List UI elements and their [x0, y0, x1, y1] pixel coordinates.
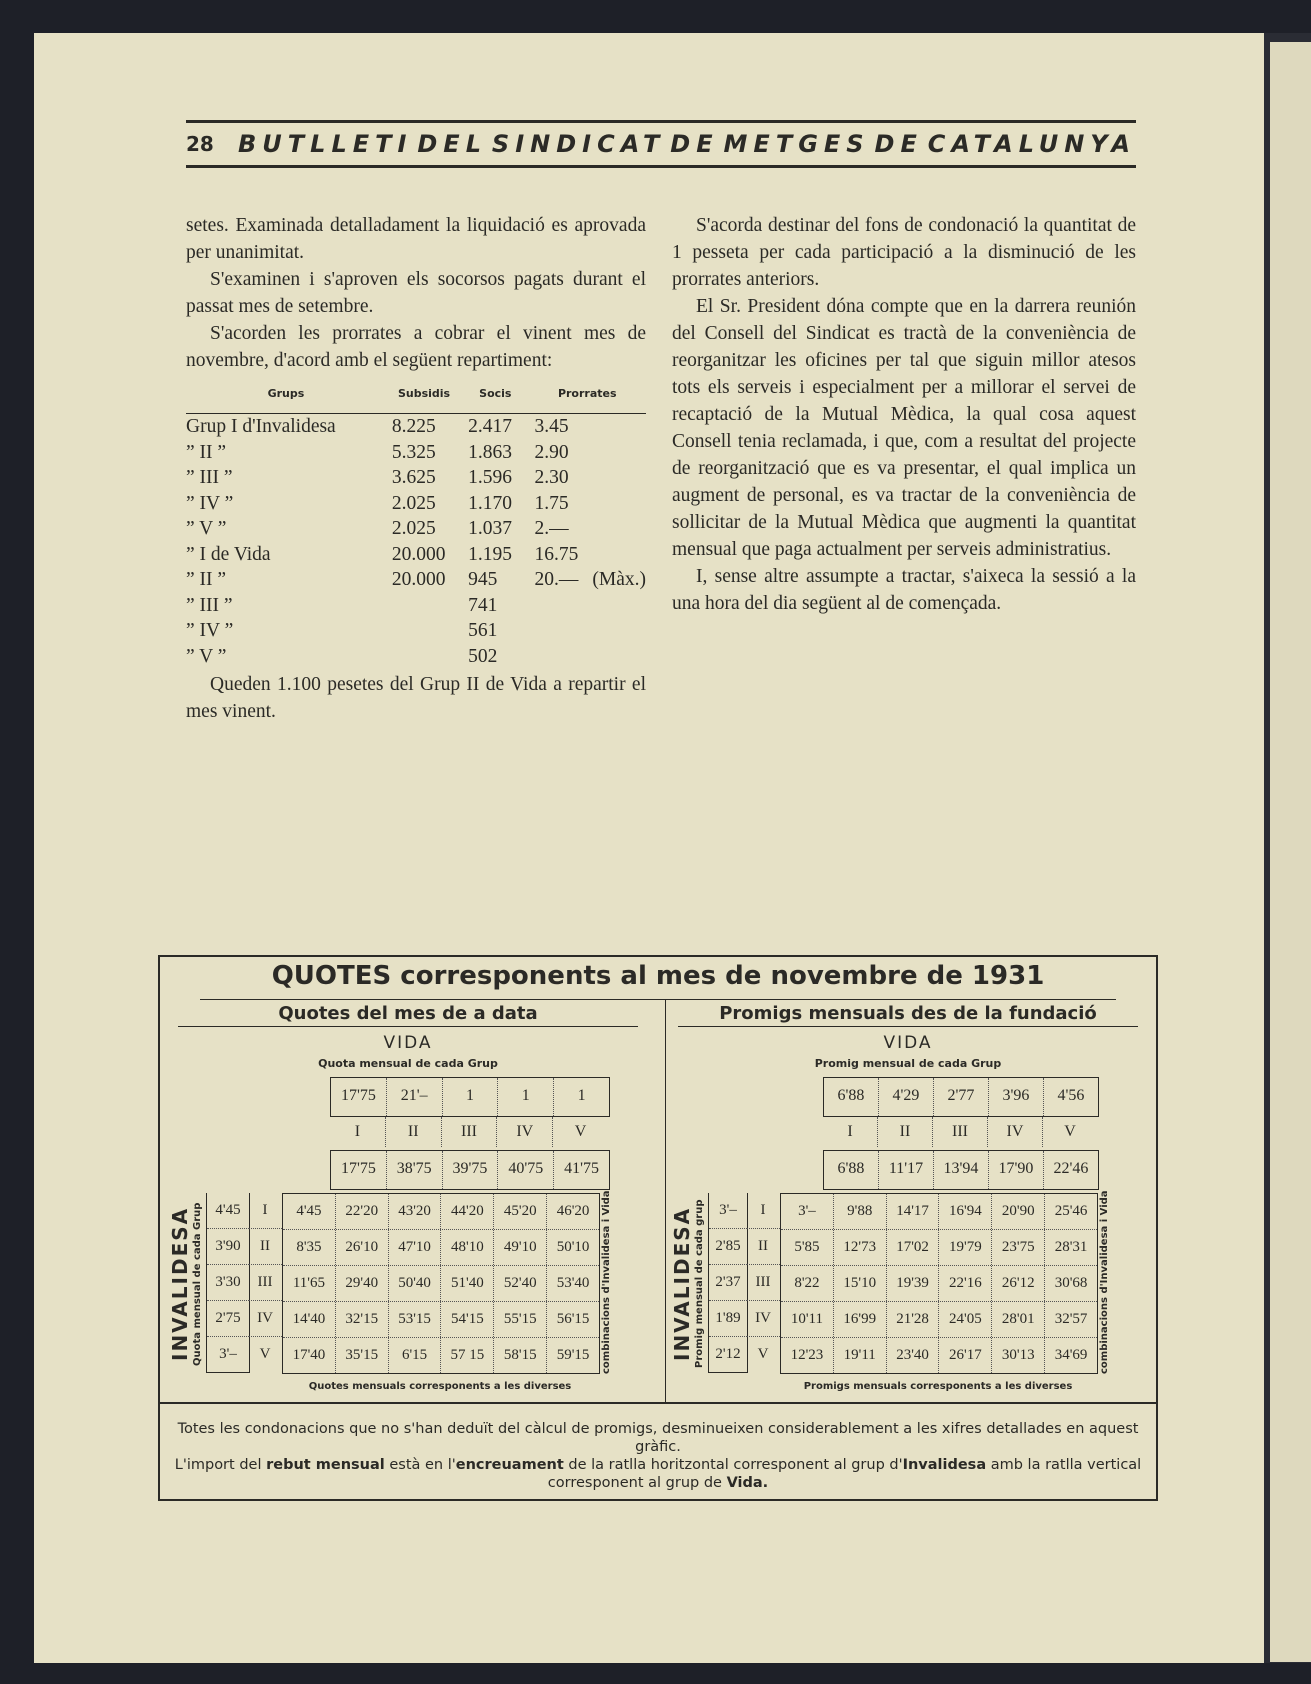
panel-divider [665, 1000, 666, 1404]
matrix-row [283, 1338, 599, 1373]
vida-total-cell: 11'17 [879, 1151, 934, 1189]
invalidesa-group-label: IV [248, 1301, 282, 1337]
invalidesa-group-label: II [248, 1229, 282, 1265]
prorrates-cell [528, 618, 646, 644]
invalidesa-quota-cell: 1'89 [709, 1301, 747, 1337]
prorrates-cell [528, 440, 646, 466]
socis-cell: 741 [468, 594, 498, 616]
invalidesa-label: INVALIDESA [670, 1206, 694, 1362]
matrix-cell: 58'15 [494, 1338, 547, 1373]
paragraph: setes. Examinada detalladament la liquidació es aprovada per unanimitat. [186, 215, 646, 263]
title-word: DEL [417, 130, 487, 158]
subsidis-cell: 20.000 [391, 569, 446, 590]
subsidis-cell: 8.225 [391, 416, 436, 437]
group-cell: Grup I d'Invalidesa [186, 416, 336, 437]
prorrates-cell [528, 644, 646, 670]
matrix-cell: 49'10 [494, 1230, 547, 1265]
matrix-cell: 26'12 [992, 1266, 1045, 1301]
column-header: Subsidis [386, 376, 462, 414]
table-row [186, 644, 646, 670]
panel-subtitle: Quotes del mes de a data [278, 1003, 538, 1024]
matrix-cell: 54'15 [441, 1302, 494, 1337]
footnote-text: està en l' [384, 1457, 456, 1473]
socis-cell: 1.863 [468, 441, 513, 463]
matrix-row [781, 1338, 1097, 1373]
matrix-cell: 30'13 [992, 1338, 1045, 1373]
vida-subheading: Quota mensual de cada Grup [318, 1057, 498, 1070]
footnote-bold: Invalidesa [902, 1457, 987, 1473]
invalidesa-quota-column [708, 1193, 748, 1373]
matrix-cell: 48'10 [441, 1230, 494, 1265]
combination-matrix [780, 1193, 1098, 1374]
matrix-cell: 32'57 [1054, 1311, 1088, 1327]
vida-subheading: Promig mensual de cada Grup [814, 1057, 1002, 1070]
matrix-cell: 22'16 [939, 1266, 992, 1301]
matrix-cell: 16'99 [834, 1302, 887, 1337]
vida-quota-row [330, 1077, 610, 1117]
invalidesa-quota-cell: 3'30 [207, 1265, 249, 1301]
combinations-bottom-note: Promigs mensuals corresponents a les diverses [803, 1381, 1073, 1392]
subtitle-rule [178, 1026, 638, 1027]
socis-cell: 502 [468, 645, 498, 667]
invalidesa-group-label: V [259, 1346, 271, 1362]
journal-title [238, 130, 1136, 158]
group-cell: ” II ” [186, 569, 227, 590]
vida-heading: VIDA [383, 1033, 433, 1053]
matrix-cell: 23'75 [992, 1230, 1045, 1265]
table-row [186, 593, 646, 619]
socis-cell: 1.596 [468, 467, 513, 488]
invalidesa-quota-cell: 2'12 [715, 1346, 741, 1362]
subsidis-cell: 3.625 [391, 467, 436, 488]
vida-quota-cell: 4'56 [1057, 1087, 1085, 1104]
matrix-row [781, 1302, 1097, 1338]
table-row [186, 567, 646, 593]
prorrates-cell [528, 414, 646, 440]
prorrates-note: (Màx.) [592, 569, 646, 590]
subsidis-cell: 2.025 [391, 492, 436, 514]
group-cell: ” IV ” [186, 492, 234, 514]
matrix-cell: 6'15 [389, 1338, 442, 1373]
prorrates-cell [528, 593, 646, 619]
prorrates-cell [528, 567, 646, 593]
vida-group-label: II [386, 1117, 442, 1147]
paragraph: S'acorda destinar del fons de condonació la quantitat de 1 pesseta per cada participació a la disminució de les prorrates anteriors. [672, 215, 1136, 290]
matrix-cell: 32'15 [336, 1302, 389, 1337]
matrix-cell: 14'17 [887, 1194, 940, 1229]
prorrates-value: 16.75 [534, 543, 579, 565]
invalidesa-quota-column [206, 1193, 250, 1373]
matrix-cell: 20'90 [992, 1194, 1045, 1229]
vida-total-cell: 13'94 [934, 1151, 989, 1189]
column-header: Grups [186, 376, 386, 414]
matrix-cell: 26'17 [939, 1338, 992, 1373]
matrix-cell: 59'15 [556, 1347, 590, 1363]
vida-quota-cell: 6'88 [824, 1078, 879, 1116]
prorrates-value: 20.— [534, 569, 579, 590]
title-word: SINDICAT [491, 130, 666, 158]
socis-cell: 945 [468, 569, 498, 590]
prorrates-cell [528, 516, 646, 542]
prorrates-cell [528, 491, 646, 517]
matrix-cell: 56'15 [556, 1311, 590, 1327]
column-header: Socis [462, 376, 528, 414]
invalidesa-group-column [248, 1193, 282, 1372]
vida-total-cell: 41'75 [564, 1160, 600, 1177]
invalidesa-group-label: II [746, 1229, 780, 1265]
matrix-cell: 12'73 [834, 1230, 887, 1265]
matrix-cell: 11'65 [283, 1266, 336, 1301]
vida-quota-cell: 1 [498, 1078, 554, 1116]
table-row [186, 465, 646, 491]
footnote-bold: encreuament [455, 1457, 564, 1473]
table-row [186, 516, 646, 542]
matrix-cell: 19'79 [939, 1230, 992, 1265]
matrix-cell: 53'15 [389, 1302, 442, 1337]
title-word: BUTLLETI [238, 130, 413, 158]
matrix-cell: 10'11 [781, 1302, 834, 1337]
matrix-cell: 21'28 [887, 1302, 940, 1337]
matrix-cell: 44'20 [441, 1194, 494, 1229]
invalidesa-quota-cell: 3'90 [207, 1229, 249, 1265]
vida-group-row [823, 1117, 1097, 1147]
vida-quota-cell: 1 [443, 1078, 499, 1116]
invalidesa-group-label: I [248, 1193, 282, 1229]
matrix-cell: 43'20 [389, 1194, 442, 1229]
matrix-cell: 45'20 [494, 1194, 547, 1229]
matrix-cell: 17'02 [887, 1230, 940, 1265]
matrix-cell: 14'40 [283, 1302, 336, 1337]
matrix-row [781, 1230, 1097, 1266]
prorrates-cell [528, 465, 646, 491]
combinations-side-note: combinacions d'Invalidesa i Vida [1099, 1190, 1110, 1374]
subtitle-rule [678, 1026, 1138, 1027]
matrix-cell: 46'20 [556, 1203, 590, 1219]
title-word: METGES [723, 130, 870, 158]
matrix-cell: 4'45 [283, 1194, 336, 1229]
socis-cell: 561 [468, 620, 498, 641]
paragraph: El Sr. President dóna compte que en la darrera reunión del Consell del Sindicat es tractà de la conveniència de reorganitzar les oficines per tal que siguin millor atesos tots els serveis i especialment per a millorar el servei de recaptació de la Mutual Mèdica, la qual cosa aquest Consell tenia reclamada, i que, com a resultat del projecte de reorganització que es va presentar, el qual implica un augment de personal, es va tractar de la conveniència de sollicitar de la Mutual Mèdica que augmenti la quantitat mensual que paga actualment per serveis administratius. [672, 296, 1136, 560]
matrix-cell: 19'39 [887, 1266, 940, 1301]
table-row [186, 414, 646, 440]
vida-total-row [330, 1150, 610, 1190]
footnote-bold: rebut mensual [266, 1457, 385, 1473]
footnote-text: L'import del [174, 1457, 267, 1473]
matrix-cell: 5'85 [781, 1230, 834, 1265]
vida-quota-cell: 21'– [387, 1078, 443, 1116]
matrix-cell: 53'40 [556, 1275, 590, 1291]
vida-group-label: III [933, 1117, 988, 1147]
footnote-text: amb la ratlla vertical corresponent al grup de [547, 1457, 1142, 1491]
group-cell: ” V ” [186, 518, 227, 539]
invalidesa-group-label: IV [746, 1301, 780, 1337]
subsidis-cell [386, 644, 462, 670]
matrix-row [781, 1194, 1097, 1230]
table-row [186, 542, 646, 568]
footnote-1: Totes les condonacions que no s'han deduït del càlcul de promigs, desminueixen considerablement a les xifres detallades en aquest gràfic. [177, 1421, 1139, 1455]
invalidesa-group-label: III [746, 1265, 780, 1301]
matrix-row [283, 1302, 599, 1338]
vida-quota-cell: 2'77 [934, 1078, 989, 1116]
combination-matrix [282, 1193, 600, 1374]
matrix-cell: 9'88 [834, 1194, 887, 1229]
matrix-cell: 30'68 [1054, 1275, 1088, 1291]
title-word: DE [874, 130, 923, 158]
vida-quota-cell: 1 [577, 1087, 586, 1104]
vida-total-cell: 22'46 [1053, 1160, 1089, 1177]
vida-quota-cell: 3'96 [989, 1078, 1044, 1116]
socis-cell: 1.170 [468, 492, 513, 514]
matrix-cell: 12'23 [781, 1338, 834, 1373]
group-cell: ” III ” [186, 467, 233, 488]
vida-total-row [823, 1150, 1099, 1190]
subsidis-cell [386, 593, 462, 619]
matrix-cell: 16'94 [939, 1194, 992, 1229]
invalidesa-sublabel: Quota mensual de cada Grup [192, 1202, 203, 1366]
matrix-cell: 50'40 [389, 1266, 442, 1301]
prorrates-cell [528, 542, 646, 568]
matrix-cell: 29'40 [336, 1266, 389, 1301]
prorrates-value: 2.— [534, 518, 569, 539]
vida-group-label: II [878, 1117, 933, 1147]
prorrates-value: 3.45 [534, 416, 569, 437]
invalidesa-group-label: V [757, 1346, 769, 1362]
vida-quota-row [823, 1077, 1099, 1117]
footnote-2 [170, 1456, 1146, 1492]
paragraph: S'examinen i s'aproven els socorsos pagats durant el passat mes de setembre. [186, 269, 646, 317]
quotes-chart-box [158, 955, 1158, 1501]
header-rule-bottom [186, 165, 1136, 168]
invalidesa-quota-cell: 2'37 [709, 1265, 747, 1301]
subsidis-cell: 20.000 [391, 543, 446, 565]
prorrates-value: 2.30 [534, 467, 569, 488]
invalidesa-quota-cell: 2'75 [207, 1301, 249, 1337]
invalidesa-group-column [746, 1193, 780, 1372]
footnote-text: de la ratlla horitzontal corresponent al grup d' [563, 1457, 903, 1473]
socis-cell: 2.417 [468, 416, 513, 437]
matrix-cell: 50'10 [556, 1239, 590, 1255]
group-cell: ” II ” [186, 441, 227, 463]
title-rule [200, 999, 1116, 1000]
matrix-cell: 3'– [781, 1194, 834, 1229]
matrix-cell: 28'31 [1054, 1239, 1088, 1255]
vida-group-label: IV [988, 1117, 1043, 1147]
invalidesa-quota-cell: 2'85 [709, 1229, 747, 1265]
vida-group-label: III [442, 1117, 498, 1147]
prorrates-value: 2.90 [534, 441, 569, 463]
invalidesa-quota-cell: 3'– [709, 1193, 747, 1229]
group-cell: ” I de Vida [186, 543, 271, 565]
title-word: CATALUNYA [927, 130, 1136, 158]
matrix-cell: 8'22 [781, 1266, 834, 1301]
vida-total-cell: 40'75 [498, 1151, 554, 1189]
invalidesa-label: INVALIDESA [168, 1206, 192, 1362]
running-header [186, 120, 1136, 168]
matrix-cell: 55'15 [494, 1302, 547, 1337]
left-column [186, 212, 646, 725]
paragraph: Queden 1.100 pesetes del Grup II de Vida a repartir el mes vinent. [186, 674, 646, 722]
subsidis-cell: 5.325 [391, 441, 436, 463]
matrix-cell: 25'46 [1054, 1203, 1088, 1219]
column-header: Prorrates [528, 376, 646, 414]
group-cell: ” III ” [186, 594, 233, 616]
title-word: DE [670, 130, 719, 158]
next-page-edge [1270, 42, 1311, 1662]
paragraph: I, sense altre assumpte a tractar, s'aixeca la sessió a la una hora del dia següent al de començada. [672, 566, 1136, 614]
invalidesa-sublabel: Promig mensual de cada grup [694, 1199, 705, 1369]
group-cell: ” V ” [186, 645, 227, 667]
right-column [672, 212, 1136, 617]
page-number: 28 [186, 132, 214, 156]
matrix-cell: 57 15 [441, 1338, 494, 1373]
prorrates-table [186, 376, 646, 669]
matrix-cell: 24'05 [939, 1302, 992, 1337]
footnote-bold: Vida. [726, 1475, 769, 1491]
vida-group-label: I [330, 1117, 386, 1147]
matrix-cell: 51'40 [441, 1266, 494, 1301]
matrix-cell: 15'10 [834, 1266, 887, 1301]
vida-heading: VIDA [883, 1033, 933, 1053]
vida-total-cell: 39'75 [443, 1151, 499, 1189]
vida-quota-cell: 4'29 [879, 1078, 934, 1116]
invalidesa-quota-cell: 4'45 [207, 1193, 249, 1229]
vida-total-cell: 6'88 [824, 1151, 879, 1189]
matrix-cell: 26'10 [336, 1230, 389, 1265]
matrix-row [283, 1230, 599, 1266]
socis-cell: 1.037 [468, 518, 513, 539]
matrix-cell: 23'40 [887, 1338, 940, 1373]
subsidis-cell: 2.025 [391, 518, 436, 539]
table-row [186, 440, 646, 466]
invalidesa-group-label: III [248, 1265, 282, 1301]
matrix-cell: 35'15 [336, 1338, 389, 1373]
invalidesa-quota-cell: 3'– [219, 1346, 237, 1362]
matrix-cell: 28'01 [992, 1302, 1045, 1337]
table-row [186, 618, 646, 644]
quotes-title: QUOTES corresponents al mes de novembre de 1931 [271, 961, 1045, 991]
footnote-rule [160, 1402, 1156, 1404]
vida-total-cell: 17'75 [331, 1151, 387, 1189]
combinations-bottom-note: Quotes mensuals corresponents a les diverses [308, 1381, 572, 1392]
matrix-cell: 19'11 [834, 1338, 887, 1373]
matrix-cell: 8'35 [283, 1230, 336, 1265]
invalidesa-group-label: I [746, 1193, 780, 1229]
vida-group-label: I [823, 1117, 878, 1147]
table-row [186, 491, 646, 517]
paragraph: S'acorden les prorrates a cobrar el vinent mes de novembre, d'acord amb el següent repartiment: [186, 323, 646, 371]
matrix-row [781, 1266, 1097, 1302]
matrix-cell: 17'40 [283, 1338, 336, 1373]
group-cell: ” IV ” [186, 620, 234, 641]
matrix-cell: 34'69 [1054, 1347, 1088, 1363]
matrix-cell: 47'10 [389, 1230, 442, 1265]
matrix-cell: 22'20 [336, 1194, 389, 1229]
matrix-row [283, 1266, 599, 1302]
vida-group-label: V [574, 1123, 587, 1140]
vida-quota-cell: 17'75 [331, 1078, 387, 1116]
matrix-cell: 52'40 [494, 1266, 547, 1301]
vida-group-row [330, 1117, 608, 1147]
vida-total-cell: 17'90 [989, 1151, 1044, 1189]
socis-cell: 1.195 [468, 543, 513, 565]
vida-group-label: V [1064, 1123, 1076, 1140]
prorrates-value: 1.75 [534, 492, 569, 514]
subsidis-cell [386, 618, 462, 644]
combinations-side-note: combinacions d'Invalidesa i Vida [601, 1190, 612, 1374]
panel-subtitle: Promigs mensuals des de la fundació [719, 1003, 1097, 1024]
vida-group-label: IV [497, 1117, 553, 1147]
vida-total-cell: 38'75 [387, 1151, 443, 1189]
matrix-row [283, 1194, 599, 1230]
